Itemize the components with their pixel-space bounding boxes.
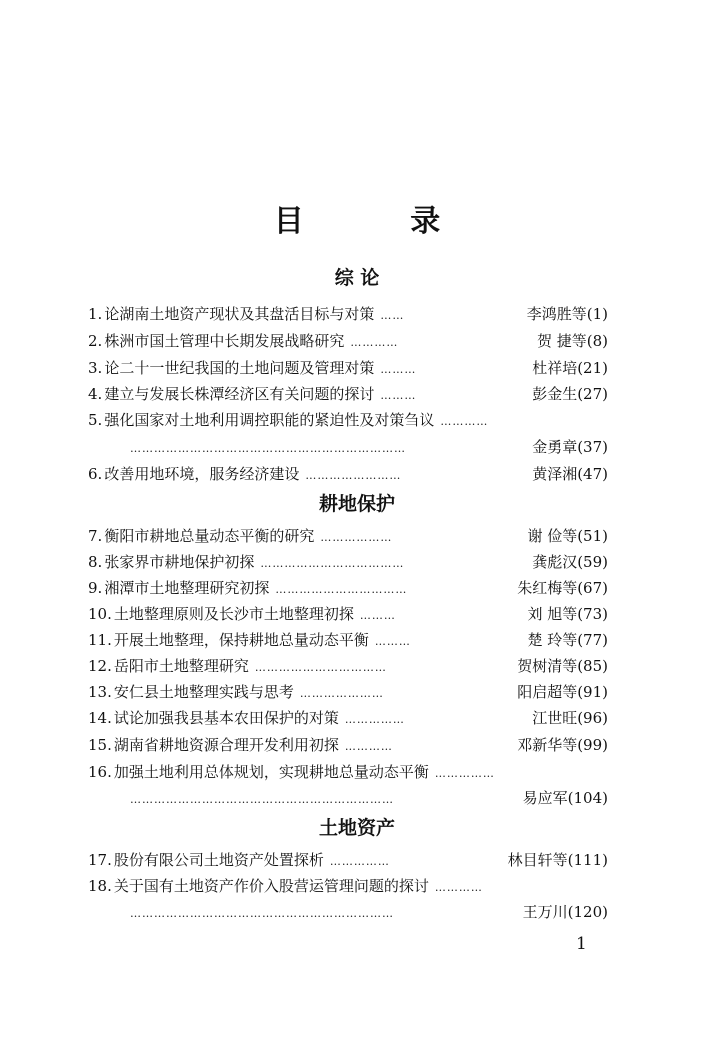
leader-dots: ……………………………………………………………: [130, 442, 406, 455]
leader-dots: …………: [344, 740, 393, 753]
entry-title: 开展土地整理，保持耕地总量动态平衡: [113, 631, 369, 649]
leader-dots: ……………: [434, 767, 495, 780]
leader-dots: …………………………………………………………: [130, 793, 394, 806]
page-title: 目 录: [273, 204, 489, 239]
leader-dots: …………: [350, 336, 399, 349]
entry-author-page: 朱红梅等(67): [517, 579, 608, 597]
toc-entry: [88, 654, 608, 678]
toc-entry: [88, 576, 608, 600]
section-heading-overview: 综 论: [334, 267, 380, 289]
entry-author-page: 阳启超等(91): [517, 683, 608, 701]
leader-dots: ……………………: [305, 469, 402, 482]
entry-author-page: 彭金生(27): [532, 385, 608, 403]
toc-entry: [88, 329, 608, 353]
entry-title: 土地整理原则及长沙市土地整理初探: [113, 605, 354, 623]
entry-number: 9.: [88, 579, 103, 597]
leader-dots: …………………: [299, 687, 384, 700]
entry-number: 16.: [88, 763, 112, 781]
entry-author-page: 邓新华等(99): [517, 736, 608, 754]
entry-author-page: 龚彪汉(59): [532, 553, 608, 571]
leader-dots: ………: [380, 389, 417, 402]
entry-number: 5.: [88, 411, 103, 429]
leader-dots: ……………………………: [254, 661, 387, 674]
entry-author-page: 谢 俭等(51): [527, 527, 608, 545]
entry-number: 10.: [88, 605, 112, 623]
entry-number: 1.: [88, 305, 103, 323]
entry-number: 11.: [88, 631, 112, 649]
entry-author-page: 王万川(120): [522, 903, 608, 921]
toc-entry: [88, 680, 608, 704]
entry-author-page: 江世旺(96): [532, 709, 608, 727]
entry-title: 建立与发展长株潭经济区有关问题的探讨: [104, 385, 375, 403]
entry-number: 18.: [88, 877, 112, 895]
toc-entry: [88, 550, 608, 574]
entry-number: 2.: [88, 332, 103, 350]
entry-title: 关于国有土地资产作价入股营运管理问题的探讨: [113, 877, 429, 895]
toc-entry: [88, 874, 608, 898]
entry-author-page: 金勇章(37): [532, 438, 608, 456]
leader-dots: ………: [359, 609, 396, 622]
entry-title: 论湖南土地资产现状及其盘活目标与对策: [104, 305, 375, 323]
leader-dots: ………: [380, 363, 417, 376]
leader-dots: ………………………………: [260, 557, 405, 570]
entry-title: 试论加强我县基本农田保护的对策: [113, 709, 339, 727]
entry-title: 衡阳市耕地总量动态平衡的研究: [104, 527, 315, 545]
entry-author-page: 贺 捷等(8): [536, 332, 608, 350]
entry-number: 12.: [88, 657, 112, 675]
entry-number: 14.: [88, 709, 112, 727]
toc-entry: [88, 733, 608, 757]
entry-author-page: 楚 玲等(77): [527, 631, 608, 649]
entry-author-page: 贺树清等(85): [517, 657, 608, 675]
entry-title: 张家界市耕地保护初探: [104, 553, 255, 571]
entry-number: 13.: [88, 683, 112, 701]
entry-number: 8.: [88, 553, 103, 571]
leader-dots: …………: [440, 415, 489, 428]
entry-title: 湘潭市土地整理研究初探: [104, 579, 270, 597]
entry-author-page: 李鸿胜等(1): [526, 305, 608, 323]
leader-dots: ……………………………: [275, 583, 408, 596]
entry-title: 股份有限公司土地资产处置探析: [113, 851, 324, 869]
toc-entry: [88, 462, 608, 486]
entry-author-page: 林目轩等(111): [507, 851, 608, 869]
entry-author-page: 黄泽湘(47): [532, 465, 608, 483]
entry-title: 安仁县土地整理实践与思考: [113, 683, 294, 701]
leader-dots: ……: [380, 309, 405, 322]
section-heading-farmland-protection: 耕地保护: [318, 493, 395, 515]
entry-number: 15.: [88, 736, 112, 754]
leader-dots: ………: [374, 635, 411, 648]
entry-number: 6.: [88, 465, 103, 483]
toc-entry: [88, 848, 608, 872]
toc-entry: [88, 382, 608, 406]
section-heading-land-assets: 土地资产: [318, 817, 395, 839]
toc-entry-continuation: [130, 435, 608, 459]
toc-entry: [88, 524, 608, 548]
leader-dots: ……………: [344, 713, 405, 726]
entry-number: 3.: [88, 359, 103, 377]
toc-entry: [88, 356, 608, 380]
entry-title: 加强土地利用总体规划，实现耕地总量动态平衡: [113, 763, 429, 781]
toc-entry: [88, 760, 608, 784]
entry-title: 湖南省耕地资源合理开发利用初探: [113, 736, 339, 754]
entry-title: 株洲市国土管理中长期发展战略研究: [104, 332, 345, 350]
toc-entry: [88, 408, 608, 432]
entry-title: 论二十一世纪我国的土地问题及管理对策: [104, 359, 375, 377]
entry-title: 强化国家对土地利用调控职能的紧迫性及对策刍议: [104, 411, 435, 429]
entry-number: 4.: [88, 385, 103, 403]
leader-dots: …………: [434, 881, 483, 894]
entry-author-page: 杜祥培(21): [532, 359, 608, 377]
toc-entry: [88, 706, 608, 730]
entry-title: 岳阳市土地整理研究: [113, 657, 249, 675]
toc-entry: [88, 302, 608, 326]
entry-title: 改善用地环境，服务经济建设: [104, 465, 300, 483]
leader-dots: ……………: [329, 855, 390, 868]
page-number: 1: [576, 934, 587, 954]
toc-entry: [88, 602, 608, 626]
entry-number: 7.: [88, 527, 103, 545]
leader-dots: ………………: [320, 531, 393, 544]
leader-dots: …………………………………………………………: [130, 907, 394, 920]
toc-entry-continuation: [130, 900, 608, 924]
entry-author-page: 刘 旭等(73): [527, 605, 608, 623]
entry-author-page: 易应军(104): [522, 789, 608, 807]
entry-number: 17.: [88, 851, 112, 869]
toc-entry-continuation: [130, 786, 608, 810]
toc-entry: [88, 628, 608, 652]
